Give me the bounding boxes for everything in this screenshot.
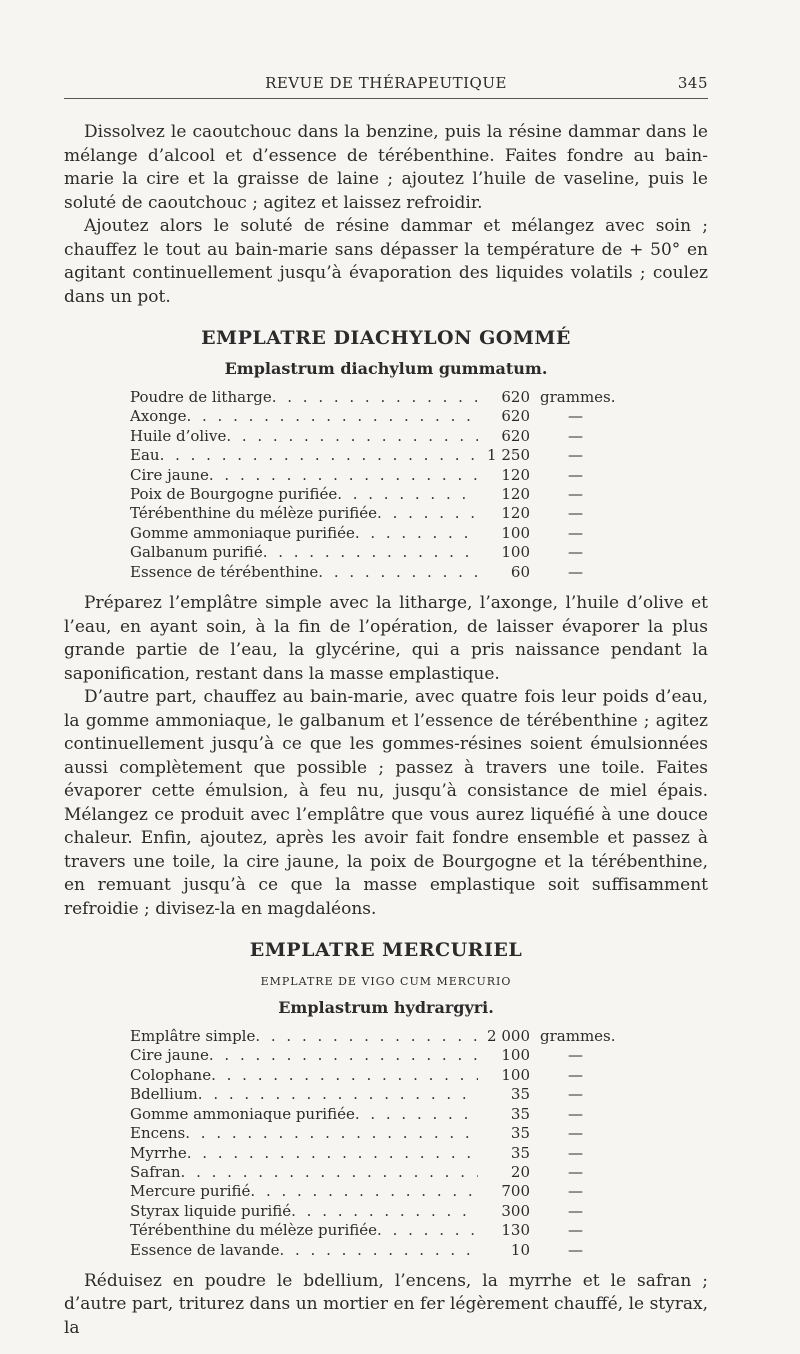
running-header	[64, 72, 708, 99]
ingredient-unit: —	[568, 1143, 583, 1162]
dot-leader	[211, 1066, 478, 1085]
ingredient-row	[130, 427, 650, 446]
ingredient-quantity: 1 250	[487, 446, 530, 465]
ingredient-unit: —	[568, 1162, 583, 1181]
ingredient-unit: —	[568, 1104, 583, 1123]
ingredient-quantity: 100	[501, 543, 530, 562]
ingredient-name: Safran	[130, 1162, 181, 1181]
ingredient-row	[130, 1027, 650, 1046]
ingredient-name: Essence de térébenthine	[130, 562, 319, 581]
ingredient-quantity: 35	[510, 1104, 530, 1123]
subtitle-vigo: EMPLATRE DE VIGO CUM MERCURIO	[260, 975, 512, 989]
ingredient-name: Gomme ammoniaque purifiée	[130, 523, 355, 542]
ingredient-row	[130, 1124, 650, 1143]
ingredient-unit: —	[568, 1046, 583, 1065]
dot-leader	[226, 427, 478, 446]
ingredient-unit: —	[568, 426, 583, 445]
dot-leader	[209, 1046, 478, 1065]
ingredient-name: Poudre de litharge	[130, 388, 272, 406]
journal-title: REVUE DE THÉRAPEUTIQUE	[265, 74, 507, 92]
ingredient-unit: —	[568, 1182, 583, 1201]
ingredient-name: Styrax liquide purifié	[130, 1201, 292, 1220]
ingredient-unit: —	[568, 1240, 583, 1259]
ingredient-name: Poix de Bourgogne purifiée	[130, 485, 338, 504]
ingredient-row	[130, 1046, 650, 1065]
ingredient-name: Galbanum purifié	[130, 543, 263, 562]
ingredient-name: Gomme ammoniaque purifiée	[130, 1104, 355, 1123]
ingredient-quantity: 100	[501, 1065, 530, 1084]
ingredient-row	[130, 1182, 650, 1201]
ingredient-name: Huile d’olive	[130, 426, 227, 445]
ingredient-quantity: 620	[501, 426, 530, 445]
ingredient-unit: —	[568, 1065, 583, 1084]
ingredient-name: Colophane	[130, 1065, 212, 1084]
ingredient-row	[130, 1202, 650, 1221]
ingredient-row	[130, 1105, 650, 1124]
mercuriel-paragraph-1: Réduisez en poudre le bdellium, l’encens, la myrrhe et le safran ; d’autre part, triturez dans un mortier en fer légèrement chauffé, le styrax, la	[64, 1270, 708, 1338]
ingredient-name: Myrrhe	[130, 1143, 187, 1162]
dot-leader	[263, 543, 478, 562]
ingredient-row	[130, 1085, 650, 1104]
ingredient-quantity: 100	[501, 523, 530, 542]
recipe-list-mercuriel	[130, 1027, 650, 1260]
ingredient-quantity: 620	[501, 407, 530, 426]
ingredient-quantity: 35	[510, 1085, 530, 1104]
dot-leader	[318, 563, 478, 582]
ingredient-row	[130, 524, 650, 543]
ingredient-unit: —	[568, 1085, 583, 1104]
ingredient-name: Axonge	[130, 407, 187, 426]
dot-leader	[185, 1124, 478, 1143]
ingredient-unit: —	[568, 407, 583, 426]
document-page	[64, 72, 708, 1340]
ingredient-unit: —	[568, 485, 583, 504]
dot-leader	[377, 1221, 478, 1240]
ingredient-quantity: 35	[510, 1124, 530, 1143]
ingredient-name: Mercure purifié	[130, 1182, 251, 1201]
ingredient-unit: —	[568, 562, 583, 581]
recipe-list-diachylon	[130, 388, 650, 582]
dot-leader	[355, 1105, 478, 1124]
ingredient-unit: —	[568, 1124, 583, 1143]
dot-leader	[255, 1027, 478, 1046]
ingredient-quantity: 60	[510, 562, 530, 581]
ingredient-row	[130, 466, 650, 485]
ingredient-row	[130, 504, 650, 523]
ingredient-quantity: 300	[501, 1201, 530, 1220]
ingredient-unit: grammes.	[540, 388, 616, 406]
section-title-diachylon: EMPLATRE DIACHYLON GOMMÉ	[201, 327, 571, 349]
ingredient-name: Emplâtre simple	[130, 1027, 256, 1046]
dot-leader	[291, 1202, 478, 1221]
section-title-mercuriel: EMPLATRE MERCURIEL	[249, 939, 523, 962]
ingredient-row	[130, 1221, 650, 1240]
diachylon-paragraph-2: D’autre part, chauffez au bain-marie, avec quatre fois leur poids d’eau, la gomme ammoniaque, le galbanum et l’essence de térébenthine ; agitez continuellement jusqu’à ce que les gommes-résines soient émulsionnées aussi complètement que possible ; passez à travers une toile. Faites évaporer cette émulsion, à feu nu, jusqu’à consistance de miel épais. Mélangez ce produit avec l’emplâtre que vous aurez liquéfié à une douce chaleur. Enfin, ajoutez, après les avoir fait fondre ensemble et passez à travers une toile, la cire jaune, la poix de Bourgogne et la térébenthine, en remuant jusqu’à ce que la masse emplastique soit suffisamment refroidie ; divisez-la en magdaléons.	[64, 687, 708, 919]
ingredient-row	[130, 388, 650, 407]
ingredient-unit: —	[568, 543, 583, 562]
ingredient-name: Térébenthine du mélèze purifiée	[130, 504, 378, 523]
dot-leader	[181, 1163, 478, 1182]
ingredient-quantity: 120	[501, 485, 530, 504]
ingredient-row	[130, 1241, 650, 1260]
ingredient-unit: —	[568, 446, 583, 465]
dot-leader	[198, 1085, 478, 1104]
dot-leader	[187, 1144, 478, 1163]
dot-leader	[355, 524, 478, 543]
ingredient-quantity: 120	[501, 465, 530, 484]
dot-leader	[272, 388, 478, 407]
ingredient-quantity: 130	[501, 1221, 530, 1240]
diachylon-paragraph-1: Préparez l’emplâtre simple avec la litharge, l’axonge, l’huile d’olive et l’eau, en ayant soin, à la fin de l’opération, de laisser évaporer la plus grande partie de l’eau, la glycérine, qui a pris naissance pendant la saponification, restant dans la masse emplastique.	[64, 593, 708, 684]
dot-leader	[279, 1241, 478, 1260]
intro-paragraph-2: Ajoutez alors le soluté de résine dammar et mélangez avec soin ; chauffez le tout au bain-marie sans dépasser la température de + 50° en agitant continuellement jusqu’à évaporation des liquides volatils ; coulez dans un pot.	[64, 216, 708, 307]
ingredient-name: Térébenthine du mélèze purifiée	[130, 1221, 378, 1240]
ingredient-quantity: 700	[501, 1182, 530, 1201]
ingredient-name: Cire jaune	[130, 1046, 209, 1065]
dot-leader	[209, 466, 478, 485]
ingredient-quantity: 20	[510, 1162, 530, 1181]
ingredient-name: Cire jaune	[130, 465, 209, 484]
ingredient-row	[130, 1144, 650, 1163]
ingredient-name: Bdellium	[130, 1085, 198, 1104]
ingredient-unit: —	[568, 1221, 583, 1240]
ingredient-row	[130, 1163, 650, 1182]
ingredient-name: Encens	[130, 1124, 186, 1143]
dot-leader	[377, 504, 478, 523]
ingredient-quantity: 2 000	[487, 1027, 530, 1046]
ingredient-quantity: 100	[501, 1046, 530, 1065]
ingredient-name: Essence de lavande	[130, 1240, 280, 1259]
ingredient-unit: —	[568, 523, 583, 542]
ingredient-quantity: 120	[501, 504, 530, 523]
ingredient-row	[130, 1066, 650, 1085]
ingredient-row	[130, 543, 650, 562]
intro-paragraph-1: Dissolvez le caoutchouc dans la benzine, puis la résine dammar dans le mélange d’alcool et d’essence de térébenthine. Faites fondre au bain-marie la cire et la graisse de laine ; ajoutez l’huile de vaseline, puis le soluté de caoutchouc ; agitez et laissez refroidir.	[64, 122, 708, 213]
dot-leader	[250, 1182, 478, 1201]
ingredient-row	[130, 485, 650, 504]
ingredient-unit: grammes.	[540, 1027, 616, 1046]
ingredient-row	[130, 446, 650, 465]
ingredient-unit: —	[568, 1201, 583, 1220]
ingredient-name: Eau	[130, 446, 160, 465]
ingredient-quantity: 10	[510, 1240, 530, 1259]
ingredient-row	[130, 407, 650, 426]
dot-leader	[186, 407, 478, 426]
dot-leader	[160, 446, 478, 465]
page-number: 345	[677, 74, 708, 92]
latin-title-diachylon: Emplastrum diachylum gummatum.	[224, 359, 548, 378]
latin-title-mercuriel: Emplastrum hydrargyri.	[278, 998, 494, 1018]
ingredient-quantity: 620	[501, 388, 530, 406]
dot-leader	[337, 485, 478, 504]
ingredient-quantity: 35	[510, 1143, 530, 1162]
ingredient-unit: —	[568, 504, 583, 523]
ingredient-unit: —	[568, 465, 583, 484]
ingredient-row	[130, 563, 650, 582]
